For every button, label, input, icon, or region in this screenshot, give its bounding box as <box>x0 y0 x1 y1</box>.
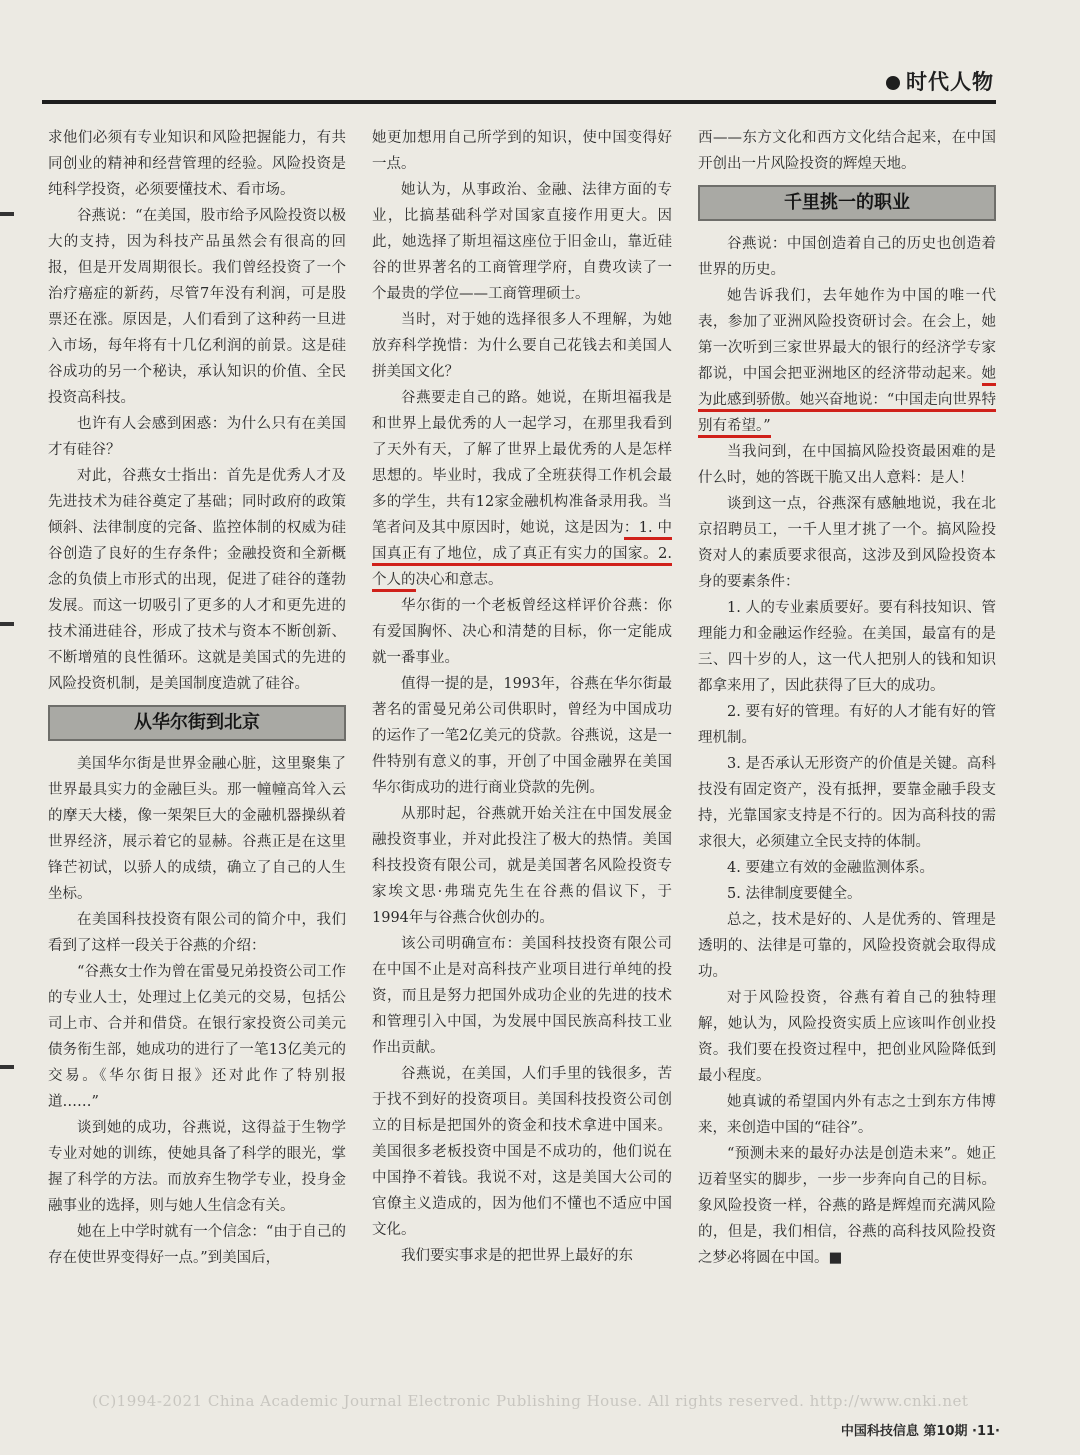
paragraph: 谷燕说，在美国，人们手里的钱很多，苦于找不到好的投资项目。美国科技投资公司创立的目标是把国外的资金和技术拿进中国来。美国很多老板投资中国是不成功的，他们说在中国挣不着钱。我说不对，这是美国大公司的官僚主义造成的，因为他们不懂也不适应中国文化。 <box>372 1066 672 1238</box>
paragraph: 谷燕说：中国创造着自己的历史也创造着世界的历史。 <box>698 236 996 278</box>
paragraph: 对此，谷燕女士指出：首先是优秀人才及先进技术为硅谷奠定了基础；同时政府的政策倾斜、法律制度的完备、监控体制的权威为硅谷创造了良好的生存条件；金融投资和全新概念的负债上市形式的出现，促进了硅谷的蓬勃发展。而这一切吸引了更多的人才和更先进的技术涌进硅谷，形成了技术与资本不断创新、不断增殖的良性循环。这就是美国式的先进的风险投资机制，是美国制度造就了硅谷。 <box>48 468 346 692</box>
paragraph: 也许有人会感到困惑：为什么只有在美国才有硅谷？ <box>48 416 346 458</box>
paragraph: 对于风险投资，谷燕有着自己的独特理解，她认为，风险投资实质上应该叫作创业投资。我们要在投资过程中，把创业风险降低到最小程度。 <box>698 990 996 1084</box>
red-underlined-text: 她为此感到骄傲。她兴奋地说：“中国走向世界特别有希望。” <box>698 366 996 438</box>
paragraph: 5. 法律制度要健全。 <box>727 886 862 902</box>
paragraph: 当我问到，在中国搞风险投资最困难的是什么时，她的答既干脆又出人意料：是人！ <box>698 444 996 486</box>
paragraph: “谷燕女士作为曾在雷曼兄弟投资公司工作的专业人士，处理过上亿美元的交易，包括公司上市、合并和借贷。在银行家投资公司美元债务衔生部，她成功的进行了一笔13亿美元的交易。《华尔街日报》还对此作了特别报道……” <box>48 964 346 1110</box>
paragraph: “预测未来的最好办法是创造未来”。她正迈着坚实的脚步，一步一步奔向自己的目标。象风险投资一样，谷燕的路是辉煌而充满风险的，但是，我们相信，谷燕的高科技风险投资之梦必将圆在中国。■ <box>698 1146 996 1266</box>
paragraph: 值得一提的是，1993年，谷燕在华尔街最著名的雷曼兄弟公司供职时，曾经为中国成功的运作了一笔2亿美元的贷款。谷燕说，这是一件特别有意义的事，开创了中国金融界在美国华尔街成功的进行商业贷款的先例。 <box>372 676 672 796</box>
paragraph: 她真诚的希望国内外有志之士到东方伟博来，来创造中国的“硅谷”。 <box>698 1094 996 1136</box>
paragraph: 从那时起，谷燕就开始关注在中国发展金融投资事业，并对此投注了极大的热情。美国科技投资有限公司，就是美国著名风险投资专家埃文思·弗瑞克先生在谷燕的倡议下，于1994年与谷燕合伙创办的。 <box>372 806 672 926</box>
paragraph: 1. 人的专业素质要好。要有科技知识、管理能力和金融运作经验。在美国，最富有的是三、四十岁的人，这一代人把别人的钱和知识都拿来用了，因此获得了巨大的成功。 <box>698 600 996 694</box>
paragraph: 4. 要建立有效的金融监测体系。 <box>727 860 934 876</box>
paragraph: 她认为，从事政治、金融、法律方面的专业，比搞基础科学对国家直接作用更大。因此，她选择了斯坦福这座位于旧金山，靠近硅谷的世界著名的工商管理学府，自费攻读了一个最贵的学位——工商管理硕士。 <box>372 182 672 302</box>
paragraph: 当时，对于她的选择很多人不理解，为她放弃科学挽惜：为什么要自己花钱去和美国人拼美国文化？ <box>372 312 672 380</box>
paragraph: 2. 要有好的管理。有好的人才能有好的管理机制。 <box>698 704 996 746</box>
paragraph: 该公司明确宣布：美国科技投资有限公司在中国不止是对高科技产业项目进行单纯的投资，而且是努力把国外成功企业的先进的技术和管理引入中国，为发展中国民族高科技工业作出贡献。 <box>372 936 672 1056</box>
paragraph: 我们要实事求是的把世界上最好的东 <box>401 1248 633 1264</box>
paragraph: 美国华尔街是世界金融心脏，这里聚集了世界最具实力的金融巨头。那一幢幢高耸入云的摩天大楼，像一架架巨大的金融机器操纵着世界经济，展示着它的显赫。谷燕正是在这里锋芒初试，以骄人的成绩，确立了自己的人生坐标。 <box>48 756 346 902</box>
column-2 <box>372 125 672 1269</box>
paragraph: 在美国科技投资有限公司的简介中，我们看到了这样一段关于谷燕的介绍： <box>48 912 346 954</box>
text-run: 谷燕要走自己的路。她说，在斯坦福我是和世界上最优秀的人一起学习，在那里我看到了天外有天，了解了世界上最优秀的人是怎样思想的。毕业时，我成了全班获得工作机会最多的学生，共有12家金融机构准备录用我。当笔者问及其中原因时，她说，这是因为 <box>372 390 672 536</box>
column-1 <box>48 125 346 1271</box>
paragraph: 求他们必须有专业知识和风险把握能力，有共同创业的精神和经营管理的经验。风险投资是纯科学投资，必须要懂技术、看市场。 <box>48 130 346 198</box>
section-header <box>886 66 994 96</box>
paragraph: 华尔街的一个老板曾经这样评价谷燕：你有爱国胸怀、决心和清楚的目标，你一定能成就一番事业。 <box>372 598 672 666</box>
paragraph: 谷燕说：“在美国，股市给予风险投资以极大的支持，因为科技产品虽然会有很高的回报，但是开发周期很长。我们曾经投资了一个治疗癌症的新药，尽管7年没有利润，可是股票还在涨。原因是，人们看到了这种药一旦进入市场，每年将有十几亿利润的前景。这是硅谷成功的另一个秘诀，承认知识的价值、全民投资高科技。 <box>48 208 346 406</box>
paragraph: 总之，技术是好的、人是优秀的、管理是透明的、法律是可靠的，风险投资就会取得成功。 <box>698 912 996 980</box>
paragraph: 谈到这一点，谷燕深有感触地说，我在北京招聘员工，一千人里才挑了一个。搞风险投资对人的素质要求很高，这涉及到风险投资本身的要素条件： <box>698 496 996 590</box>
text-run: 决心和意志。 <box>415 572 503 588</box>
page-footer: 中国科技信息 第10期 ·11· <box>840 1424 1000 1439</box>
paragraph <box>698 283 996 439</box>
bullet-dot-icon <box>886 76 900 90</box>
column-3 <box>698 125 996 1271</box>
paragraph: 谈到她的成功，谷燕说，这得益于生物学专业对她的训练，使她具备了科学的眼光，掌握了科学的方法。而放弃生物学专业，投身金融事业的选择，则与她人生信念有关。 <box>48 1120 346 1214</box>
paragraph: 她更加想用自己所学到的知识，使中国变得好一点。 <box>372 130 672 172</box>
margin-mark <box>0 212 14 216</box>
red-underlined-text: ：1. 中国真正有了地位，成了真正有实力的国家。2. 个人的 <box>372 520 672 592</box>
paragraph: 西——东方文化和西方文化结合起来，在中国开创出一片风险投资的辉煌天地。 <box>698 130 996 172</box>
paragraph: 3. 是否承认无形资产的价值是关键。高科技没有固定资产，没有抵押，要靠金融手段支持，光靠国家支持是不行的。因为高科技的需求很大，必须建立全民支持的体制。 <box>698 756 996 850</box>
section-heading: 千里挑一的职业 <box>698 185 996 221</box>
paragraph: 她在上中学时就有一个信念：“由于自己的存在使世界变得好一点。”到美国后， <box>48 1224 346 1266</box>
margin-mark <box>0 1065 14 1069</box>
margin-mark <box>0 622 14 626</box>
text-run: 她告诉我们，去年她作为中国的唯一代表，参加了亚洲风险投资研讨会。在会上，她第一次听到三家世界最大的银行的经济学专家都说，中国会把亚洲地区的经济带动起来。 <box>698 288 996 382</box>
paragraph <box>372 385 672 593</box>
section-header-label: 时代人物 <box>906 70 994 94</box>
section-heading: 从华尔街到北京 <box>48 705 346 741</box>
copyright-watermark: (C)1994-2021 China Academic Journal Electronic Publishing House. All rights reserved. http://www.cnki.net <box>92 1392 969 1410</box>
header-rule <box>42 100 996 104</box>
